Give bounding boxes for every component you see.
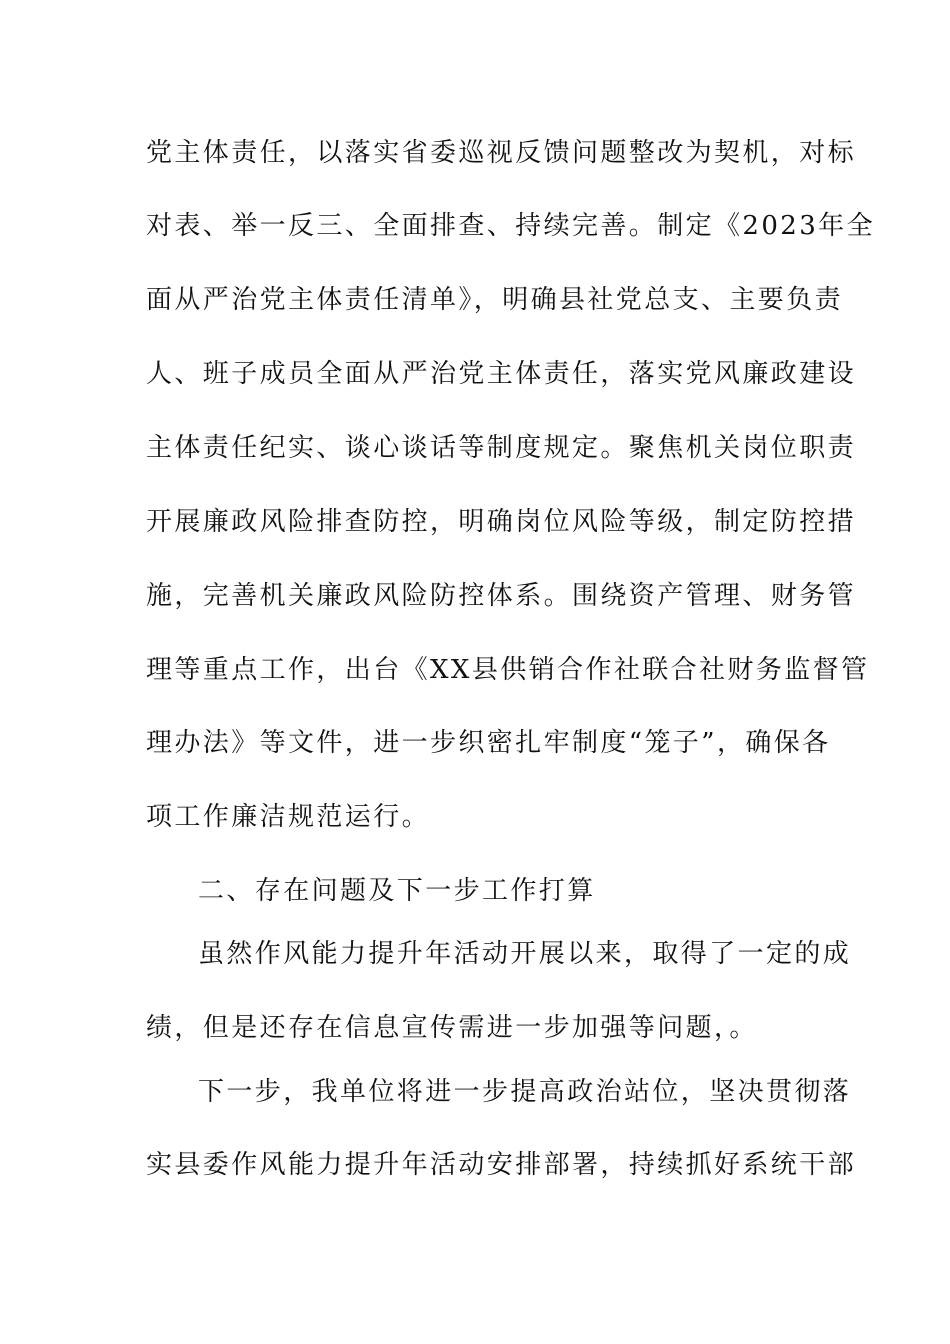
paragraph-line: 主体责任纪实、谈心谈话等制度规定。聚焦机关岗位职责 — [146, 433, 857, 463]
paragraph-line: 党主体责任，以落实省委巡视反馈问题整改为契机，对标 — [146, 138, 857, 168]
paragraph-line: 施，完善机关廉政风险防控体系。围绕资产管理、财务管 — [146, 581, 857, 611]
paragraph-line: 理等重点工作，出台《XX县供销合作社联合社财务监督管 — [146, 655, 870, 685]
paragraph-line: 面从严治党主体责任清单》，明确县社党总支、主要负责 — [146, 285, 844, 315]
paragraph-line: 理办法》等文件，进一步织密扎牢制度“笼子”，确保各 — [146, 728, 831, 758]
paragraph-line: 开展廉政风险排查防控，明确岗位风险等级，制定防控措 — [146, 507, 857, 537]
paragraph-line: 虽然作风能力提升年活动开展以来，取得了一定的成 — [198, 939, 852, 969]
paragraph-line: 实县委作风能力提升年活动安排部署，持续抓好系统干部 — [146, 1150, 857, 1180]
section-heading: 二、存在问题及下一步工作打算 — [198, 876, 596, 906]
paragraph-line: 下一步，我单位将进一步提高政治站位，坚决贯彻落 — [198, 1077, 852, 1107]
paragraph-line: 项工作廉洁规范运行。 — [146, 802, 431, 832]
paragraph-line: 人、班子成员全面从严治党主体责任，落实党风廉政建设 — [146, 359, 857, 389]
paragraph-line: 绩，但是还存在信息宣传需进一步加强等问题，。 — [146, 1013, 758, 1043]
paragraph-line: 对表、举一反三、全面排查、持续完善。制定《2023年全 — [146, 211, 875, 241]
